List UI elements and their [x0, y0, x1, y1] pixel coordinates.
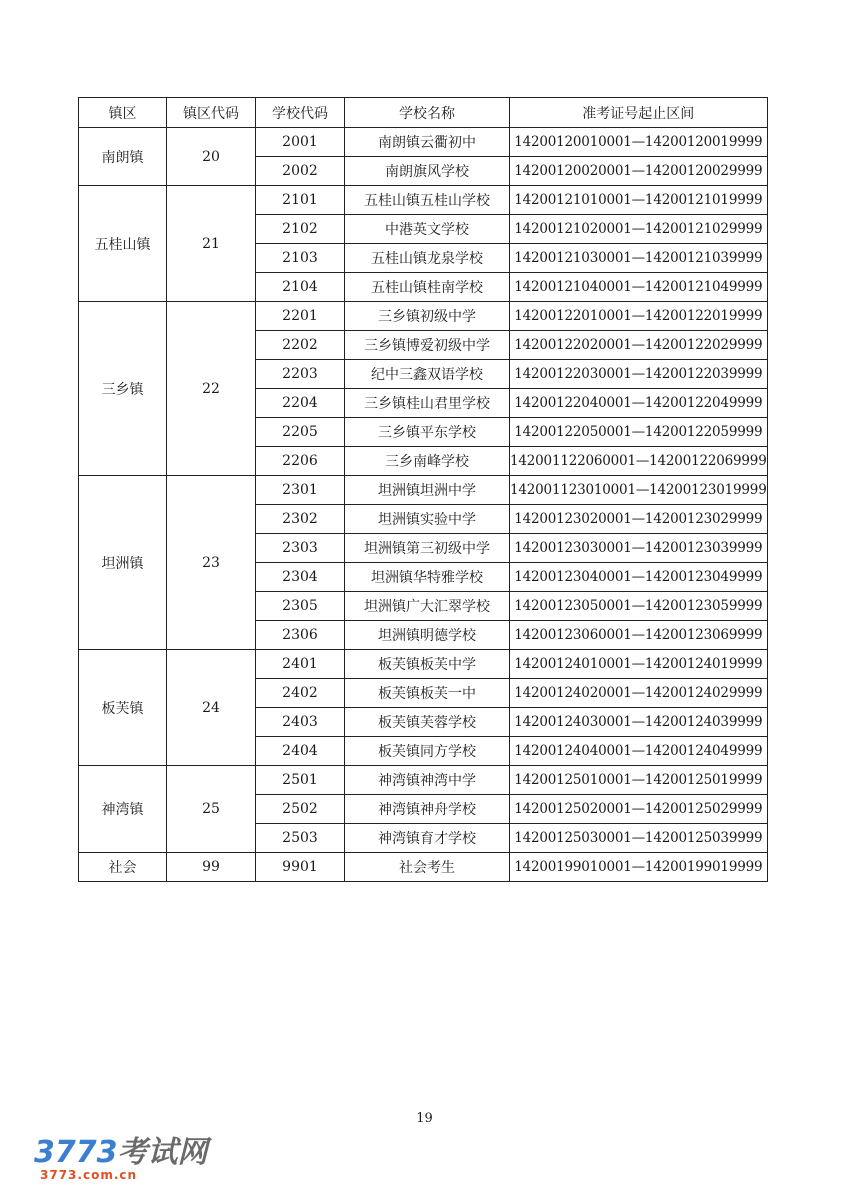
cell-school-code: 2103 [256, 244, 345, 273]
watermark-url: 3773.com.cn [40, 1168, 138, 1182]
table-row [79, 766, 768, 795]
cell-school-code: 2501 [256, 766, 345, 795]
table-row [79, 128, 768, 157]
cell-school-name: 三乡镇初级中学 [345, 302, 510, 331]
cell-school-name: 坦洲镇实验中学 [345, 505, 510, 534]
cell-school-name: 纪中三鑫双语学校 [345, 360, 510, 389]
cell-school-code: 2305 [256, 592, 345, 621]
cell-exam-range: 14200121010001—14200121019999 [510, 186, 768, 215]
header-school-name: 学校名称 [345, 98, 510, 128]
cell-school-code: 2102 [256, 215, 345, 244]
table-row [79, 853, 768, 882]
cell-school-name: 板芙镇板芙中学 [345, 650, 510, 679]
cell-school-code: 2503 [256, 824, 345, 853]
cell-school-code: 2401 [256, 650, 345, 679]
cell-exam-range: 14200123030001—14200123039999 [510, 534, 768, 563]
cell-school-name: 坦洲镇明德学校 [345, 621, 510, 650]
page-number: 19 [416, 1111, 433, 1126]
cell-town: 神湾镇 [79, 766, 167, 853]
cell-school-code: 2402 [256, 679, 345, 708]
table-header-row [79, 98, 768, 128]
cell-school-name: 坦洲镇华特雅学校 [345, 563, 510, 592]
cell-exam-range: 14200123040001—14200123049999 [510, 563, 768, 592]
cell-town-code: 23 [167, 476, 256, 650]
cell-school-code: 2403 [256, 708, 345, 737]
cell-exam-range: 14200121020001—14200121029999 [510, 215, 768, 244]
exam-number-table [78, 97, 768, 882]
cell-school-name: 板芙镇同方学校 [345, 737, 510, 766]
cell-school-code: 2001 [256, 128, 345, 157]
cell-school-code: 2306 [256, 621, 345, 650]
cell-school-code: 2303 [256, 534, 345, 563]
cell-school-name: 三乡镇平东学校 [345, 418, 510, 447]
cell-school-name: 三乡南峰学校 [345, 447, 510, 476]
cell-school-name: 中港英文学校 [345, 215, 510, 244]
cell-town: 五桂山镇 [79, 186, 167, 302]
cell-town: 社会 [79, 853, 167, 882]
cell-town-code: 99 [167, 853, 256, 882]
header-town-code: 镇区代码 [167, 98, 256, 128]
cell-exam-range: 14200122030001—14200122039999 [510, 360, 768, 389]
site-watermark [34, 1135, 208, 1182]
cell-school-code: 2205 [256, 418, 345, 447]
cell-exam-range: 14200124010001—14200124019999 [510, 650, 768, 679]
cell-town-code: 21 [167, 186, 256, 302]
cell-school-code: 2301 [256, 476, 345, 505]
cell-exam-range: 14200125010001—14200125019999 [510, 766, 768, 795]
cell-exam-range: 14200199010001—14200199019999 [510, 853, 768, 882]
watermark-logo-digits: 3773 [34, 1135, 118, 1170]
cell-exam-range: 14200123050001—14200123059999 [510, 592, 768, 621]
table-row [79, 650, 768, 679]
cell-school-code: 2302 [256, 505, 345, 534]
cell-school-name: 坦洲镇广大汇翠学校 [345, 592, 510, 621]
header-exam-range: 准考证号起止区间 [510, 98, 768, 128]
cell-school-code: 9901 [256, 853, 345, 882]
cell-exam-range: 14200122020001—14200122029999 [510, 331, 768, 360]
cell-school-name: 三乡镇博爱初级中学 [345, 331, 510, 360]
cell-exam-range: 14200121040001—14200121049999 [510, 273, 768, 302]
cell-exam-range: 14200122050001—14200122059999 [510, 418, 768, 447]
cell-school-code: 2304 [256, 563, 345, 592]
cell-exam-range: 14200125030001—14200125039999 [510, 824, 768, 853]
cell-school-name: 板芙镇板芙一中 [345, 679, 510, 708]
cell-school-name: 三乡镇桂山君里学校 [345, 389, 510, 418]
cell-school-code: 2206 [256, 447, 345, 476]
cell-town-code: 20 [167, 128, 256, 186]
cell-school-code: 2202 [256, 331, 345, 360]
cell-school-code: 2404 [256, 737, 345, 766]
header-school-code: 学校代码 [256, 98, 345, 128]
cell-school-code: 2002 [256, 157, 345, 186]
cell-exam-range: 14200124020001—14200124029999 [510, 679, 768, 708]
cell-school-name: 五桂山镇桂南学校 [345, 273, 510, 302]
cell-school-name: 神湾镇神舟学校 [345, 795, 510, 824]
cell-school-name: 南朗镇云衢初中 [345, 128, 510, 157]
cell-exam-range: 14200122010001—14200122019999 [510, 302, 768, 331]
table-row [79, 302, 768, 331]
cell-school-name: 坦洲镇第三初级中学 [345, 534, 510, 563]
cell-school-code: 2204 [256, 389, 345, 418]
cell-exam-range: 14200125020001—14200125029999 [510, 795, 768, 824]
watermark-logo [34, 1135, 208, 1170]
cell-town: 坦洲镇 [79, 476, 167, 650]
cell-exam-range: 14200123060001—14200123069999 [510, 621, 768, 650]
cell-school-name: 五桂山镇五桂山学校 [345, 186, 510, 215]
cell-school-name: 坦洲镇坦洲中学 [345, 476, 510, 505]
cell-town: 三乡镇 [79, 302, 167, 476]
header-town: 镇区 [79, 98, 167, 128]
cell-town: 南朗镇 [79, 128, 167, 186]
cell-school-name: 神湾镇神湾中学 [345, 766, 510, 795]
cell-exam-range: 142001123010001—14200123019999 [510, 476, 768, 505]
cell-school-name: 五桂山镇龙泉学校 [345, 244, 510, 273]
cell-exam-range: 14200123020001—14200123029999 [510, 505, 768, 534]
table-row [79, 186, 768, 215]
watermark-logo-text: 考试网 [117, 1135, 208, 1170]
cell-school-name: 社会考生 [345, 853, 510, 882]
cell-school-code: 2104 [256, 273, 345, 302]
cell-exam-range: 14200124030001—14200124039999 [510, 708, 768, 737]
cell-exam-range: 14200121030001—14200121039999 [510, 244, 768, 273]
cell-exam-range: 142001122060001—14200122069999 [510, 447, 768, 476]
cell-exam-range: 14200122040001—14200122049999 [510, 389, 768, 418]
table-body [79, 128, 768, 882]
cell-school-name: 南朗旗风学校 [345, 157, 510, 186]
cell-school-code: 2502 [256, 795, 345, 824]
cell-town: 板芙镇 [79, 650, 167, 766]
cell-town-code: 22 [167, 302, 256, 476]
cell-school-name: 神湾镇育才学校 [345, 824, 510, 853]
cell-school-code: 2101 [256, 186, 345, 215]
cell-town-code: 25 [167, 766, 256, 853]
cell-school-name: 板芙镇芙蓉学校 [345, 708, 510, 737]
table-row [79, 476, 768, 505]
cell-school-code: 2203 [256, 360, 345, 389]
cell-exam-range: 14200120020001—14200120029999 [510, 157, 768, 186]
cell-exam-range: 14200120010001—14200120019999 [510, 128, 768, 157]
cell-exam-range: 14200124040001—14200124049999 [510, 737, 768, 766]
cell-town-code: 24 [167, 650, 256, 766]
cell-school-code: 2201 [256, 302, 345, 331]
